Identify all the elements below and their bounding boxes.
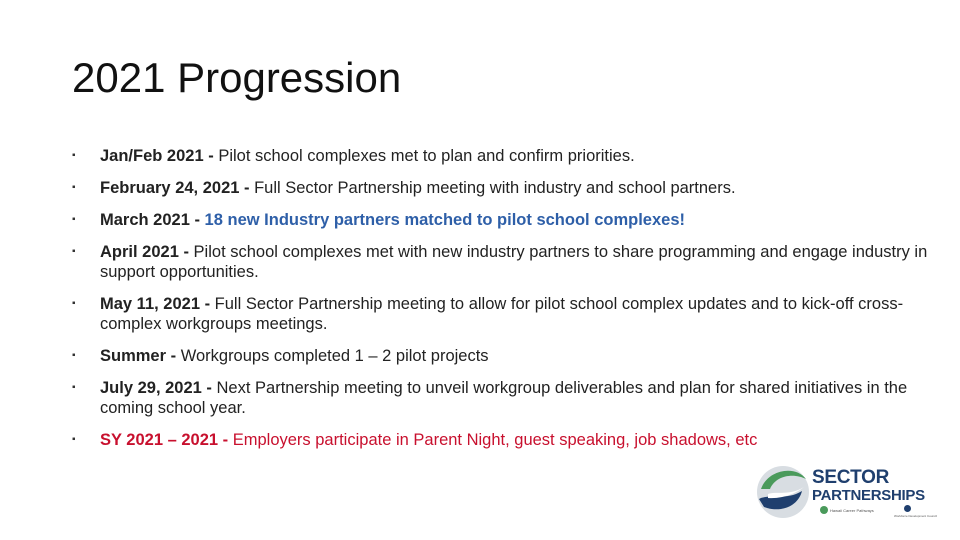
bullet-text: Workgroups completed 1 – 2 pilot projects: [176, 347, 489, 365]
bullet-marker: ▪: [72, 382, 76, 393]
bullet-text: Full Sector Partnership meeting with industry and school partners.: [249, 179, 736, 197]
bullet-marker: ▪: [72, 434, 76, 445]
bullet-text: Employers participate in Parent Night, guest speaking, job shadows, etc: [228, 431, 758, 449]
progression-bullet-list: [72, 146, 932, 450]
logo-line-partnerships: PARTNERSHIPS: [812, 487, 925, 504]
sector-partnerships-emblem-icon: [756, 463, 812, 521]
bullet-highlight: 18 new Industry partners matched to pilot school complexes!: [199, 211, 685, 229]
bullet-lead: SY 2021 – 2021 -: [100, 431, 229, 449]
logo-small-right: Workforce Development Council: [894, 514, 937, 518]
bullet-lead: Summer -: [100, 347, 177, 365]
bullet-lead: March 2021 -: [100, 211, 200, 229]
partner-seal-right-icon: [904, 505, 911, 512]
bullet-lead: May 11, 2021 -: [100, 295, 211, 313]
logo-small-left: Hawaii Career Pathways: [830, 508, 874, 513]
bullet-marker: ▪: [72, 150, 76, 161]
bullet-text: Pilot school complexes met to plan and confirm priorities.: [213, 147, 635, 165]
partner-seal-icon: [820, 506, 828, 514]
bullet-lead: April 2021 -: [100, 243, 189, 261]
bullet-item-july: [72, 378, 932, 418]
bullet-text: Full Sector Partnership meeting to allow for pilot school complex updates and to kick-off cross-complex workgroups meetings.: [100, 295, 904, 333]
bullet-item-march: [72, 210, 932, 230]
bullet-item-may: [72, 294, 932, 334]
bullet-lead: Jan/Feb 2021 -: [100, 147, 214, 165]
bullet-item-school-year: [72, 430, 932, 450]
bullet-text: Pilot school complexes met with new industry partners to share programming and engage industry in support opportunities.: [100, 243, 928, 281]
bullet-item-april: [72, 242, 932, 282]
bullet-marker: ▪: [72, 214, 76, 225]
bullet-marker: ▪: [72, 246, 76, 257]
slide-title: 2021 Progression: [72, 54, 402, 101]
bullet-item-february: [72, 178, 932, 198]
bullet-marker: ▪: [72, 298, 76, 309]
bullet-text: Next Partnership meeting to unveil workgroup deliverables and plan for shared initiatives in the coming school year.: [100, 379, 908, 417]
sector-partnerships-logo: [756, 463, 942, 521]
bullet-item-jan-feb: [72, 146, 932, 166]
logo-line-sector: SECTOR: [812, 467, 890, 488]
bullet-item-summer: [72, 346, 932, 366]
bullet-marker: ▪: [72, 182, 76, 193]
bullet-lead: February 24, 2021 -: [100, 179, 250, 197]
bullet-lead: July 29, 2021 -: [100, 379, 212, 397]
bullet-marker: ▪: [72, 350, 76, 361]
